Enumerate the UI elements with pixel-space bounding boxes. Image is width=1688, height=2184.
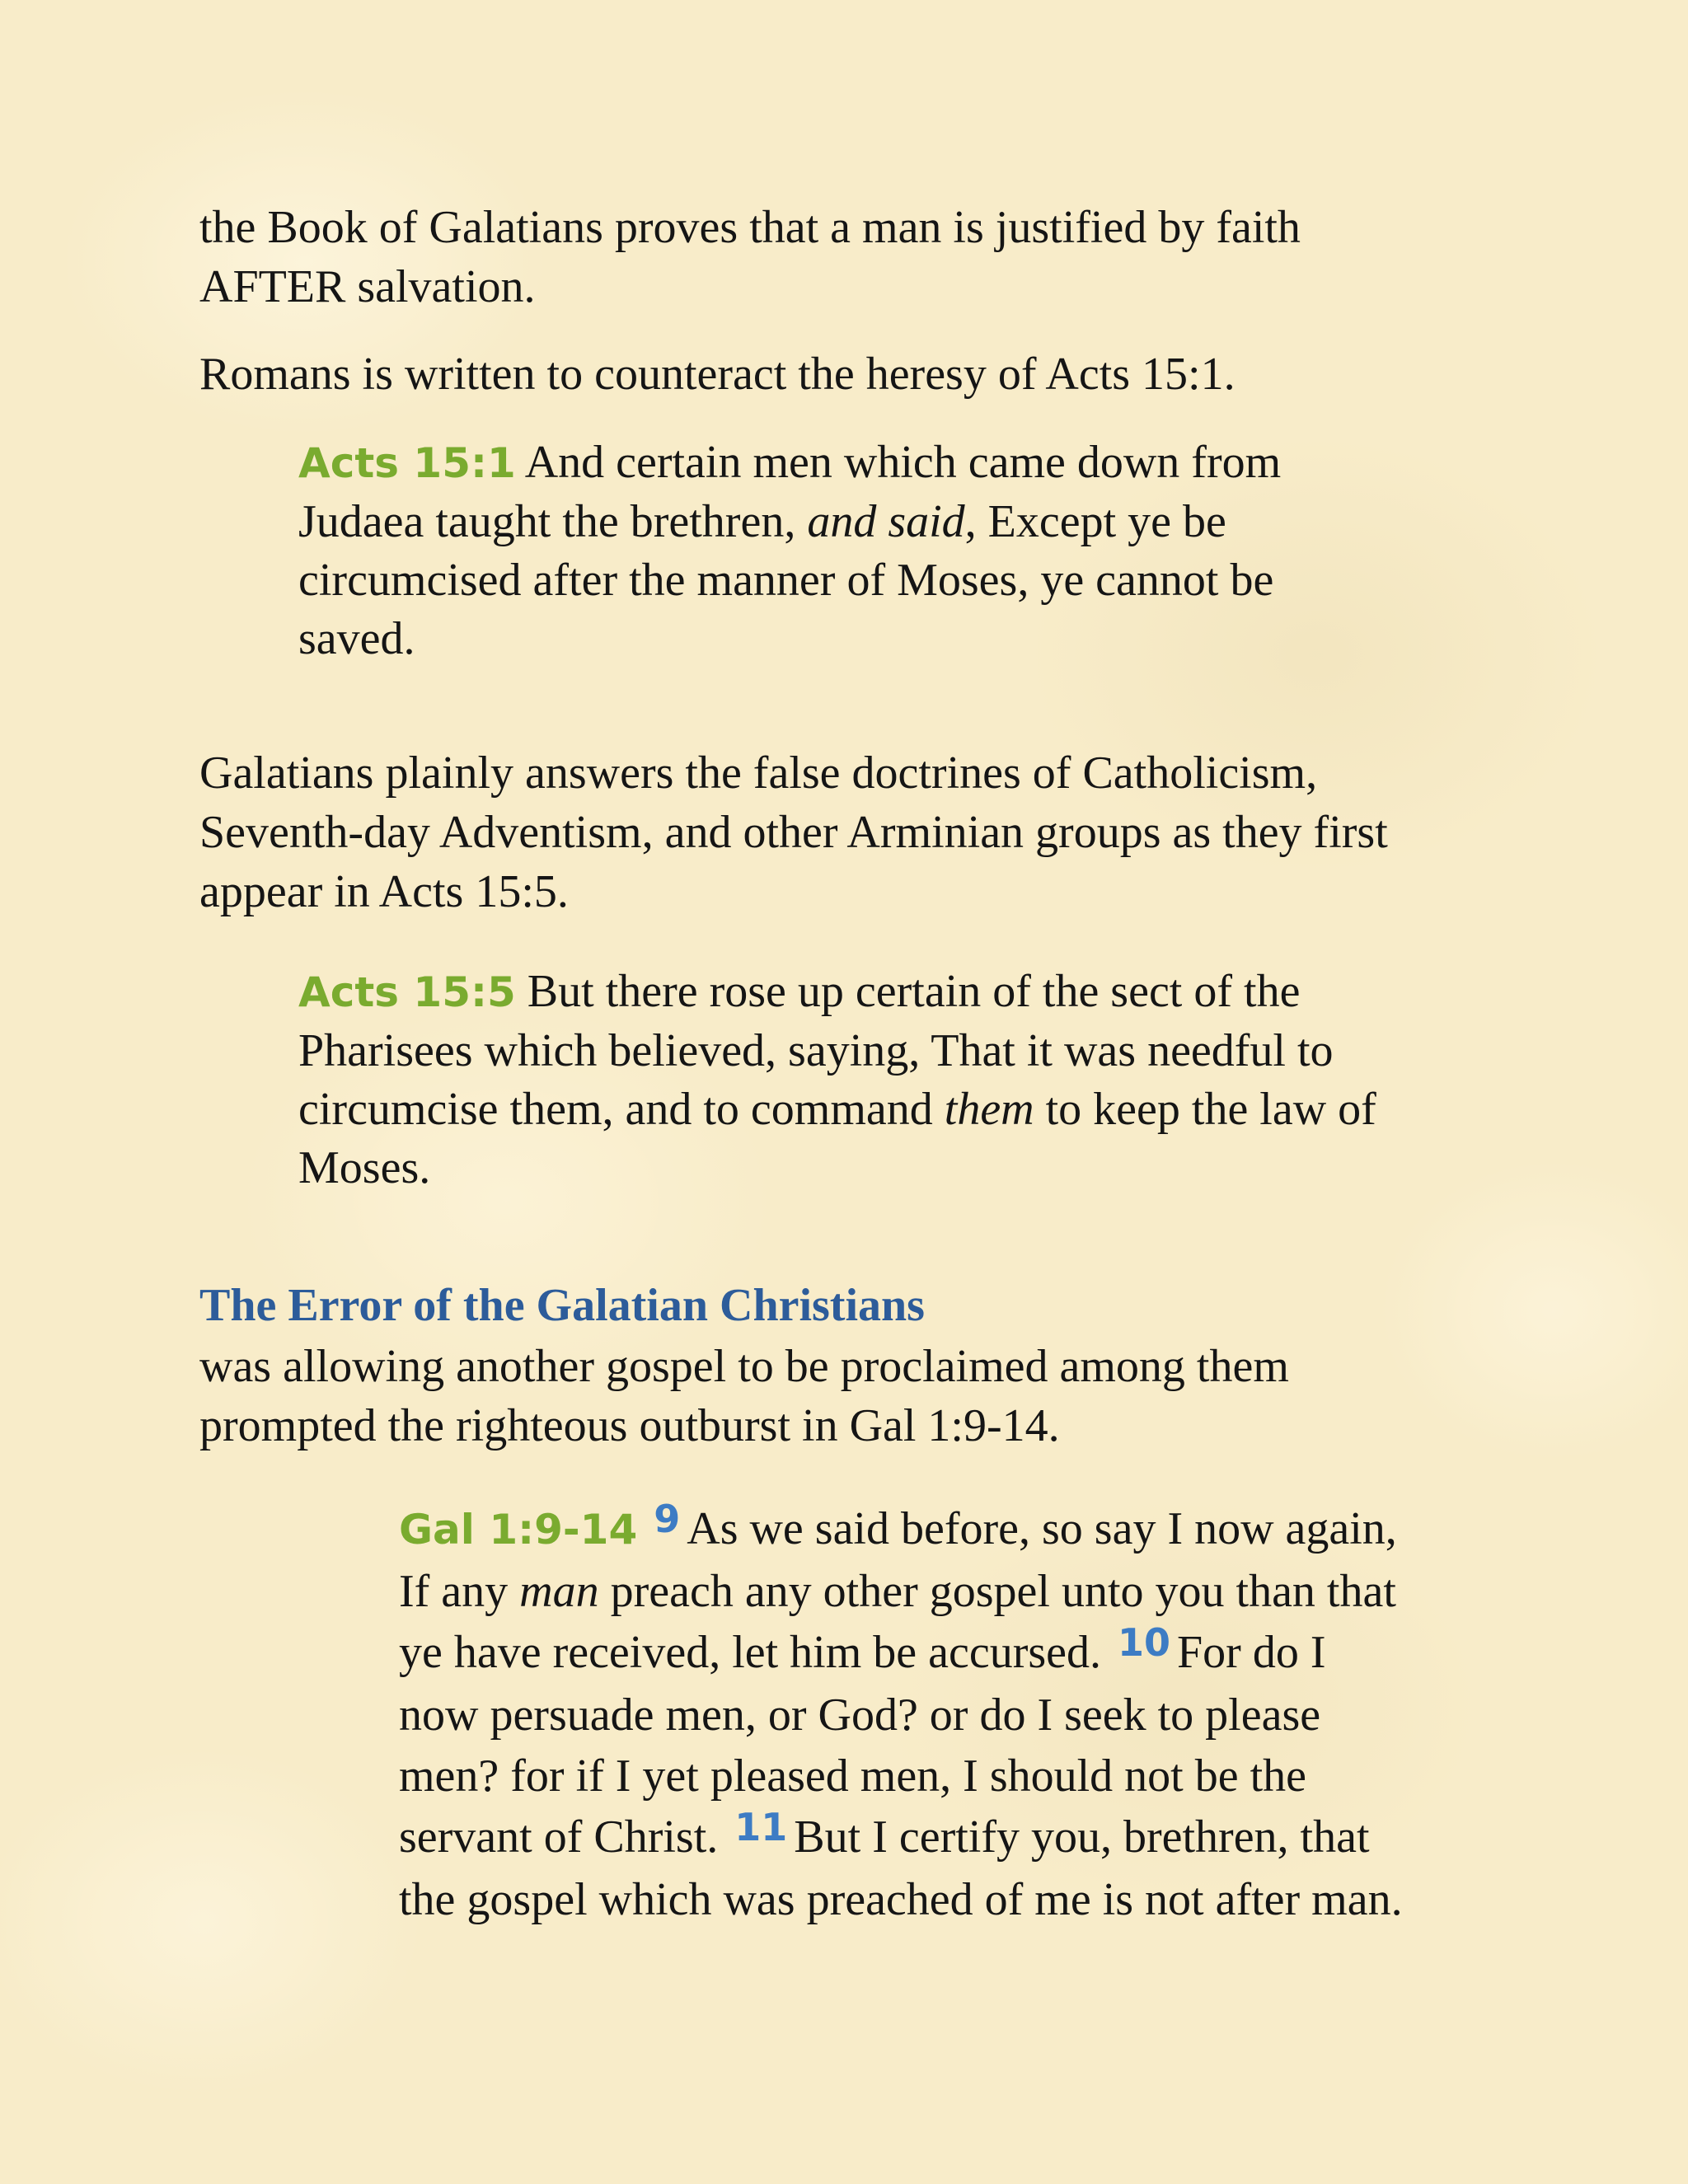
acts-15-5-italic: them <box>944 1084 1034 1135</box>
gal-line-3: ye have received, let him be accursed. <box>399 1627 1102 1678</box>
verse-number-9: 9 <box>654 1497 681 1541</box>
section-line-1: was allowing another gospel to be proclaimed among them <box>199 1341 1289 1392</box>
acts-15-5-reference: Acts 15:5 <box>298 968 516 1016</box>
gal-line-1: As we said before, so say I now again, <box>687 1503 1397 1554</box>
gal-reference: Gal 1:9-14 <box>399 1506 638 1554</box>
romans-line: Romans is written to counteract the heresy of Acts 15:1. <box>199 349 1236 400</box>
acts-15-1-line-4: saved. <box>298 613 415 664</box>
acts-15-1-quote <box>298 434 1281 668</box>
acts-15-1-line-1: And certain men which came down from <box>515 437 1282 488</box>
acts-15-1-line-2-pre: Judaea taught the brethren, <box>298 496 808 547</box>
acts-15-5-line-2: Pharisees which believed, saying, That it was needful to <box>298 1025 1334 1076</box>
gal-1-9-14-quote <box>399 1498 1403 1930</box>
galatians-line-2: Seventh-day Adventism, and other Arminian groups as they first <box>199 807 1388 858</box>
acts-15-5-quote <box>298 963 1376 1197</box>
gal-line-5: men? for if I yet pleased men, I should not be the <box>399 1750 1306 1802</box>
gal-line-7: the gospel which was preached of me is not after man. <box>399 1874 1403 1925</box>
gal-line-2-post: preach any other gospel unto you than that <box>598 1566 1396 1617</box>
romans-paragraph <box>199 344 1236 404</box>
acts-15-1-italic: and said <box>807 496 965 547</box>
acts-15-1-reference: Acts 15:1 <box>298 439 516 487</box>
gal-line-3-post: For do I <box>1177 1627 1326 1678</box>
intro-line-1: the Book of Galatians proves that a man is justified by faith <box>199 202 1301 253</box>
acts-15-1-line-3: circumcised after the manner of Moses, ye cannot be <box>298 555 1274 606</box>
gal-italic-man: man <box>519 1566 599 1617</box>
intro-paragraph <box>199 198 1301 316</box>
acts-15-5-line-3-post: to keep the law of <box>1034 1084 1376 1135</box>
acts-15-5-line-4: Moses. <box>298 1142 431 1193</box>
intro-line-2: AFTER salvation. <box>199 261 536 312</box>
acts-15-1-line-2-post: , Except ye be <box>964 496 1226 547</box>
acts-15-5-line-1: But there rose up certain of the sect of the <box>515 966 1301 1017</box>
verse-number-10: 10 <box>1118 1620 1171 1665</box>
section-line-2: prompted the righteous outburst in Gal 1:9-14. <box>199 1400 1060 1451</box>
galatians-line-1: Galatians plainly answers the false doctrines of Catholicism, <box>199 748 1318 799</box>
gal-line-6: servant of Christ. <box>399 1811 719 1863</box>
galatians-paragraph <box>199 743 1388 921</box>
verse-number-11: 11 <box>734 1805 788 1849</box>
gal-line-4: now persuade men, or God? or do I seek to please <box>399 1690 1321 1741</box>
gal-line-2-pre: If any <box>399 1566 520 1617</box>
section-heading: The Error of the Galatian Christians <box>199 1280 925 1331</box>
acts-15-5-line-3-pre: circumcise them, and to command <box>298 1084 945 1135</box>
galatians-line-3: appear in Acts 15:5. <box>199 866 569 917</box>
section-paragraph <box>199 1337 1289 1455</box>
gal-line-6-post: But I certify you, brethren, that <box>794 1811 1370 1863</box>
